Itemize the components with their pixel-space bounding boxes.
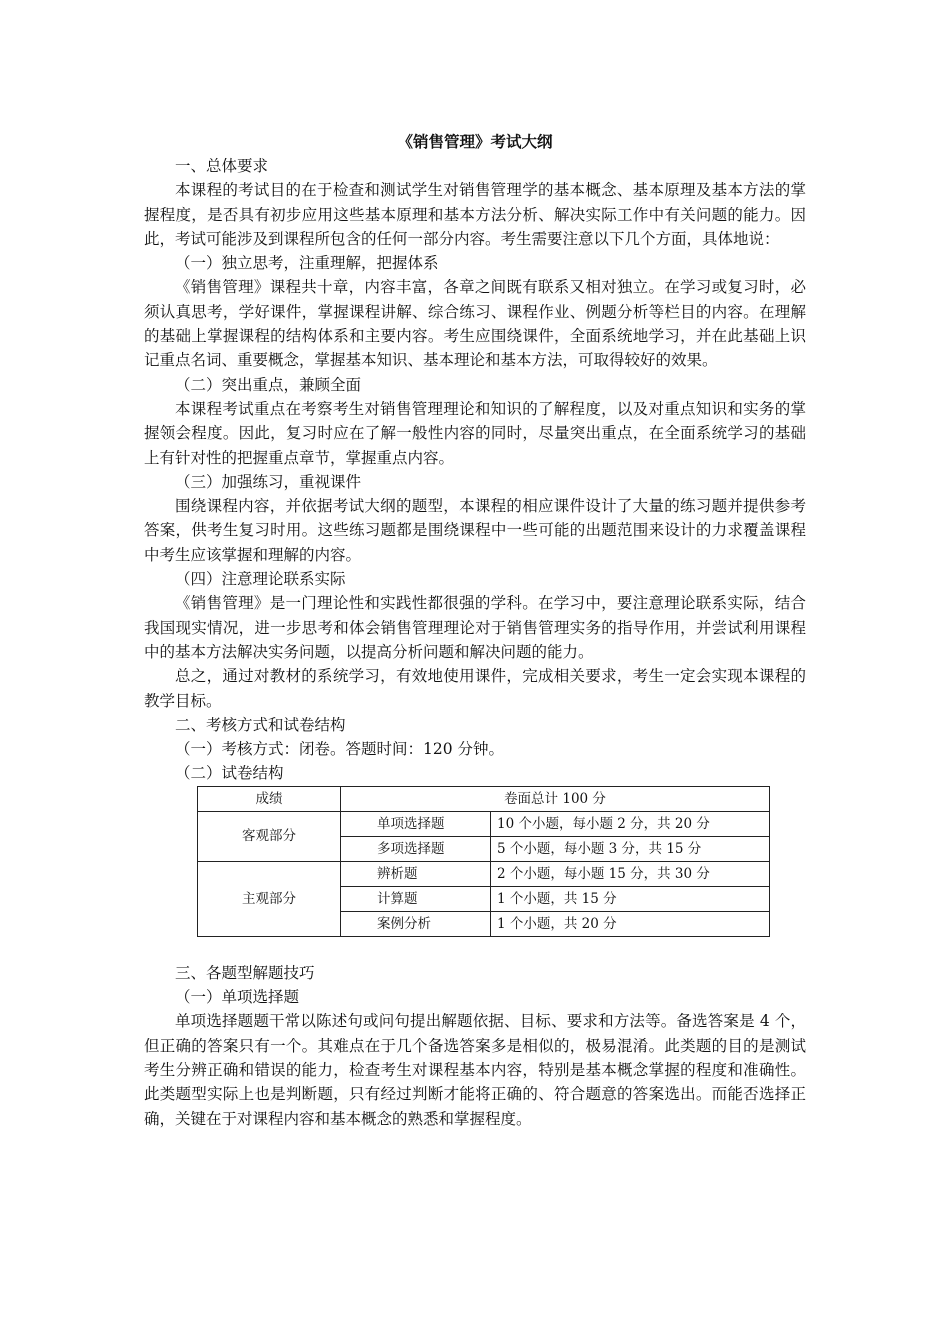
subheading: （一）独立思考，注重理解，把握体系: [175, 254, 439, 273]
table-cell: 10 个小题，每小题 2 分，共 20 分: [491, 811, 770, 836]
paragraph: 总之，通过对教材的系统学习，有效地使用课件，完成相关要求，考生一定会实现本课程的教学目标。: [144, 667, 806, 710]
subheading: （二）突出重点，兼顾全面: [175, 375, 362, 394]
table-cell: 客观部分: [198, 811, 341, 861]
subheading: （二）试卷结构: [175, 764, 284, 783]
table-cell: 辨析题: [341, 861, 491, 886]
table-cell: 1 个小题，共 15 分: [491, 886, 770, 911]
table-cell: 5 个小题，每小题 3 分，共 15 分: [491, 836, 770, 861]
blank-line: [144, 937, 806, 961]
paragraph: 《销售管理》课程共十章，内容丰富，各章之间既有联系又相对独立。在学习或复习时，必须认真思考，学好课件，掌握课程讲解、综合练习、课程作业、例题分析等栏目的内容。在理解的基础上掌握课程的结构体系和主要内容。考生应围绕课件，全面系统地学习，并在此基础上识记重点名词、重要概念，掌握基本知识、基本理论和基本方法，可取得较好的效果。: [144, 278, 806, 370]
exam-structure-table: [197, 786, 770, 937]
table-cell: 多项选择题: [341, 836, 491, 861]
table-row: [198, 861, 770, 886]
section-heading-2: 二、考核方式和试卷结构: [175, 715, 346, 734]
paragraph: 《销售管理》是一门理论性和实践性都很强的学科。在学习中，要注意理论联系实际，结合我国现实情况，进一步思考和体会销售管理理论对于销售管理实务的指导作用，并尝试利用课程中的基本方法解决实务问题，以提高分析问题和解决问题的能力。: [144, 594, 806, 661]
subheading: （四）注意理论联系实际: [175, 570, 346, 589]
section-heading-3: 三、各题型解题技巧: [175, 963, 315, 982]
table-cell: 计算题: [341, 886, 491, 911]
table-cell: 2 个小题，每小题 15 分，共 30 分: [491, 861, 770, 886]
subheading: （一）单项选择题: [175, 988, 300, 1007]
table-cell: 主观部分: [198, 861, 341, 936]
table-cell: 案例分析: [341, 911, 491, 936]
paragraph: 本课程考试重点在考察考生对销售管理理论和知识的了解程度，以及对重点知识和实务的掌握领会程度。因此，复习时应在了解一般性内容的同时，尽量突出重点，在全面系统学习的基础上有针对性的把握重点章节，掌握重点内容。: [144, 399, 806, 467]
table-cell: 卷面总计 100 分: [341, 786, 770, 811]
paragraph: 围绕课程内容，并依据考试大纲的题型，本课程的相应课件设计了大量的练习题并提供参考答案，供考生复习时用。这些练习题都是围绕课程中一些可能的出题范围来设计的力求覆盖课程中考生应该掌握和理解的内容。: [144, 497, 806, 564]
table-cell: 1 个小题，共 20 分: [491, 911, 770, 936]
table-cell: 成绩: [198, 786, 341, 811]
subheading: （一）考核方式：闭卷。答题时间：120 分钟。: [175, 740, 505, 759]
paragraph: 本课程的考试目的在于检查和测试学生对销售管理学的基本概念、基本原理及基本方法的掌握程度，是否具有初步应用这些基本原理和基本方法分析、解决实际工作中有关问题的能力。因此，考试可能涉及到课程所包含的任何一部分内容。考生需要注意以下几个方面，具体地说：: [144, 181, 806, 248]
document-title: 《销售管理》考试大纲: [397, 132, 553, 151]
table-row: [198, 786, 770, 811]
section-heading-1: 一、总体要求: [175, 157, 269, 175]
table-cell: 单项选择题: [341, 811, 491, 836]
paragraph: 单项选择题题干常以陈述句或问句提出解题依据、目标、要求和方法等。备选答案是 4 个，但正确的答案只有一个。其难点在于几个备选答案多是相似的，极易混淆。此类题的目的是测试考生分辨正确和错误的能力，检查考生对课程基本内容，特别是基本概念掌握的程度和准确性。此类题型实际上也是判断题，只有经过判断才能将正确的、符合题意的答案选出。而能否选择正确，关键在于对课程内容和基本概念的熟悉和掌握程度。: [144, 1012, 806, 1128]
document-body: [144, 130, 806, 1131]
subheading: （三）加强练习，重视课件: [175, 472, 362, 491]
table-row: [198, 811, 770, 836]
